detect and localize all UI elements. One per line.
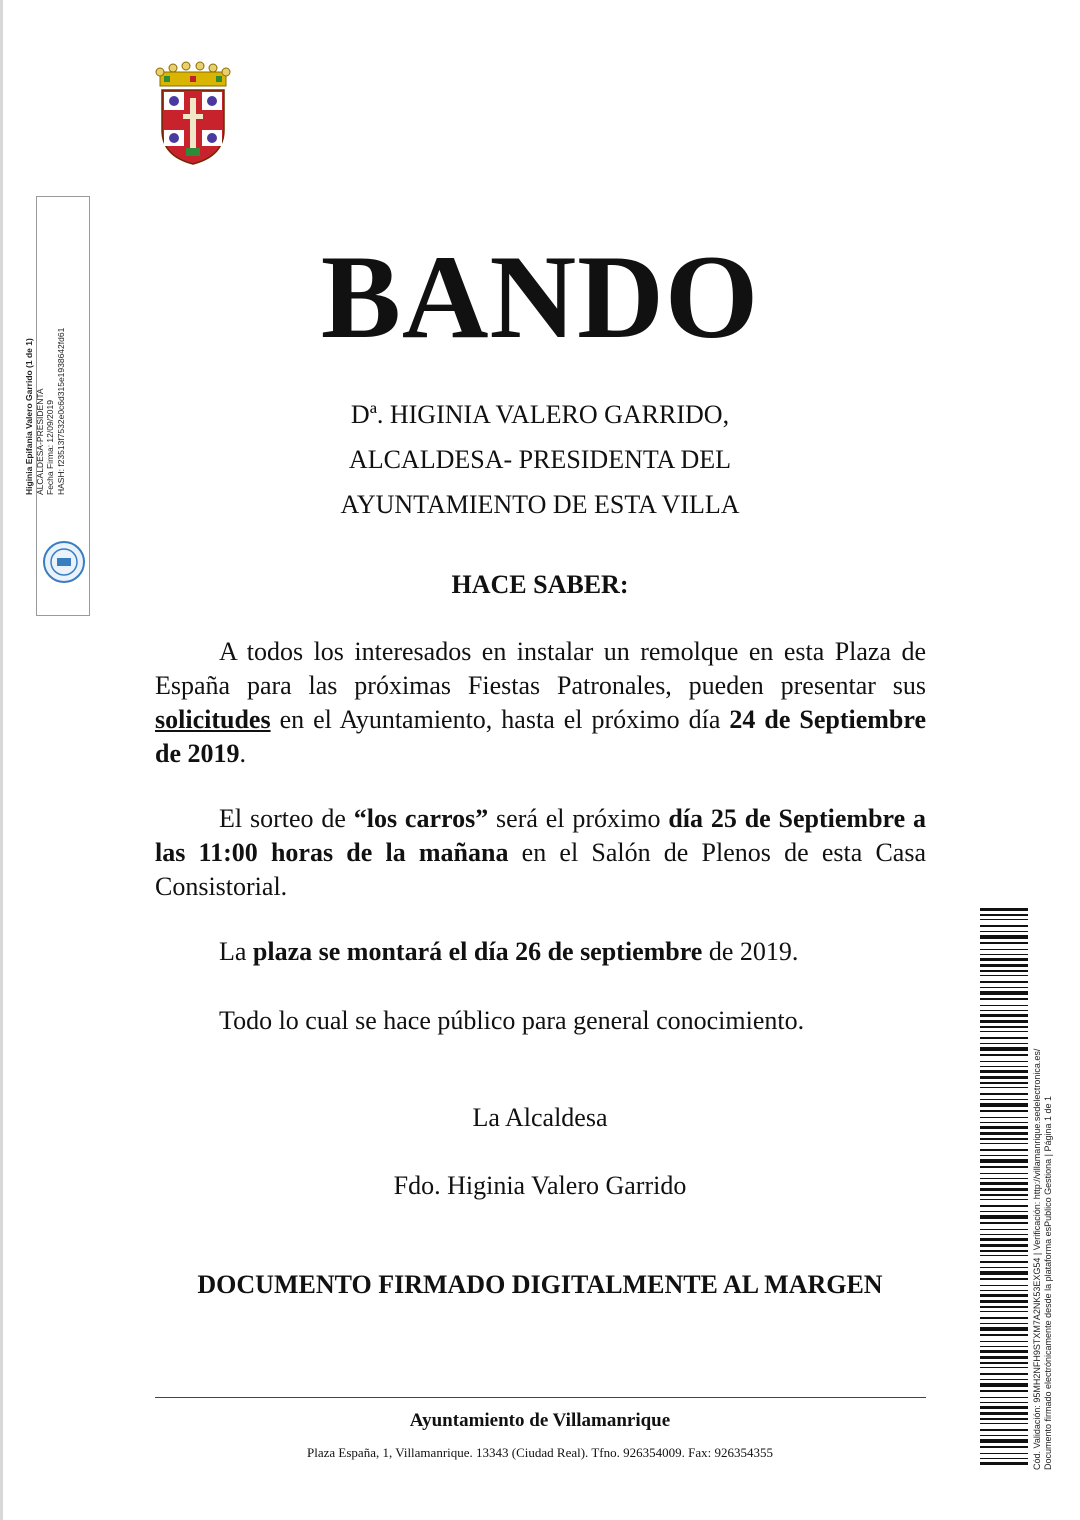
digital-signature-note: DOCUMENTO FIRMADO DIGITALMENTE AL MARGEN — [197, 1270, 883, 1299]
p1-text-a: A todos los interesados en instalar un remolque en esta Plaza de España para las próximas Fiestas Patronales, pueden presentar sus — [155, 637, 926, 700]
issuer-line-1: Dª. HIGINIA VALERO GARRIDO, — [350, 400, 730, 429]
p2-draw-date: día 25 de Septiembre a las 11:00 horas de la mañana — [155, 804, 927, 867]
signature-date-line: Fecha Firma: 12/09/2019 — [45, 400, 55, 495]
validation-line-1: Cód. Validación: 95MH2NFH9STXM7A2NK53EXG54 | Verificación: http://villamanrique.sedelectronica.es/ — [1032, 1048, 1042, 1470]
issuer-line-2: ALCALDESA- PRESIDENTA DEL — [348, 445, 732, 474]
paragraph-3 — [155, 935, 926, 969]
p4-text: Todo lo cual se hace público para general conocimiento. — [219, 1006, 805, 1035]
p1-solicitudes: solicitudes — [155, 705, 271, 734]
signer-name: Fdo. Higinia Valero Garrido — [393, 1171, 687, 1200]
p1-text-e: . — [239, 739, 246, 768]
signer-role: La Alcaldesa — [472, 1103, 608, 1132]
p2-los-carros: “los carros” — [353, 804, 489, 833]
p1-deadline: 24 de Septiembre de 2019 — [155, 705, 926, 768]
p3-text-c: de 2019. — [702, 937, 799, 966]
paragraph-4 — [155, 1004, 926, 1038]
footer-address: Plaza España, 1, Villamanrique. 13343 (Ciudad Real). Tfno. 926354009. Fax: 926354355 — [307, 1445, 773, 1460]
p3-text-a: La — [219, 937, 253, 966]
footer-organization: Ayuntamiento de Villamanrique — [409, 1410, 671, 1431]
barcode-icon — [980, 908, 1028, 1468]
signer-line: Higinia Epifania Valero Garrido (1 de 1) — [24, 338, 34, 495]
p2-text-c: será el próximo — [488, 804, 669, 833]
footer-divider — [155, 1397, 926, 1398]
issuer-line-3: AYUNTAMIENTO DE ESTA VILLA — [340, 490, 740, 519]
coat-of-arms-icon — [150, 60, 236, 166]
validation-line-2: Documento firmado electrónicamente desde la plataforma esPublico Gestiona | Página 1 de 1 — [1043, 1095, 1053, 1470]
p2-text-a: El sorteo de — [219, 804, 354, 833]
p1-text-c: en el Ayuntamiento, hasta el próximo día — [270, 705, 730, 734]
document-title: BANDO — [320, 230, 760, 363]
p2-text-e: en el Salón de Plenos de esta Casa Consistorial. — [155, 838, 926, 901]
paragraph-1 — [155, 635, 926, 771]
hace-saber-heading: HACE SABER: — [451, 570, 629, 599]
p3-plaza-date: plaza se montará el día 26 de septiembre — [252, 937, 703, 966]
validation-text — [1032, 910, 1054, 1470]
signer-role-line: ALCALDESA-PRESIDENTA — [34, 388, 45, 495]
paragraph-2 — [155, 802, 926, 904]
signature-hash-line: HASH: f23513f7532e0c6d315e1938642fd61 — [55, 327, 66, 495]
